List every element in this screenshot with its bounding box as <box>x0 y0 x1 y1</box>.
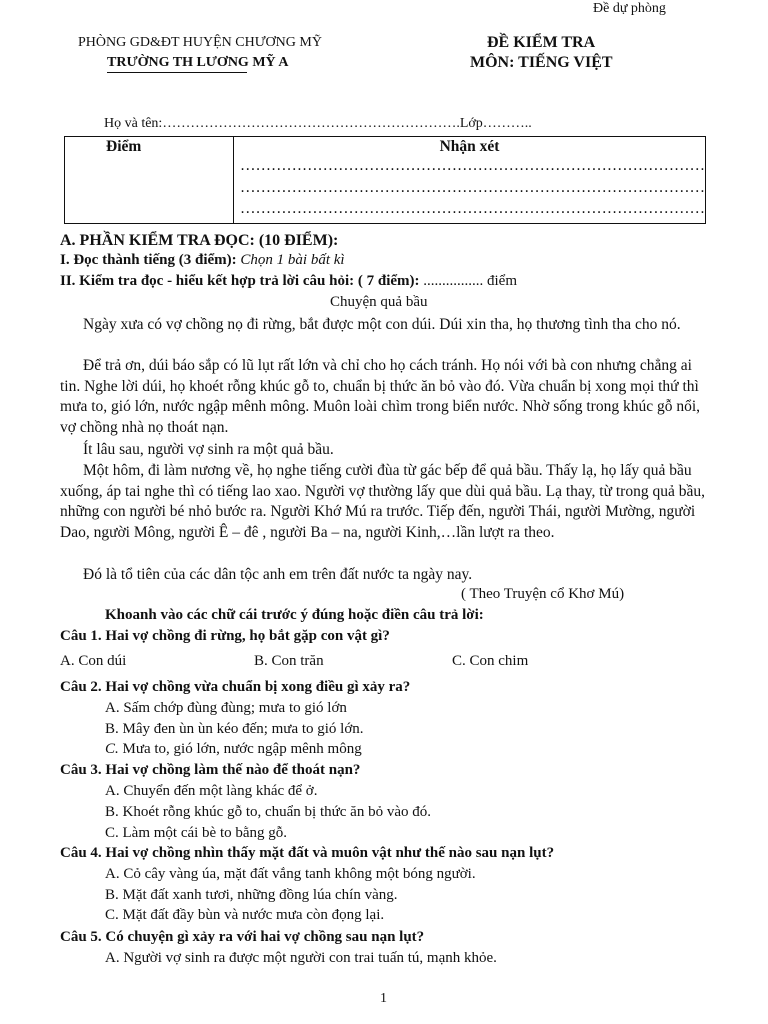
story-paragraph-1: Ngày xưa có vợ chồng nọ đi rừng, bắt được một con dúi. Dúi xin tha, họ thương tình tha cho nó. <box>83 316 681 333</box>
school-name: TRƯỜNG TH LƯƠNG MỸ A <box>107 55 289 70</box>
score-cell[interactable] <box>65 137 234 224</box>
part1-label: I. Đọc thành tiếng (3 điểm): <box>60 252 237 268</box>
q1-option-a[interactable]: A. Con dúi <box>60 653 127 669</box>
q2-option-c-letter: C. <box>105 741 119 757</box>
q4-option-c[interactable]: C. Mặt đất đầy bùn và nước mưa còn đọng lại. <box>105 907 385 923</box>
story-paragraph-3: Ít lâu sau, người vợ sinh ra một quả bầu. <box>83 441 334 458</box>
grade-table <box>64 136 706 224</box>
q2-option-b[interactable]: B. Mây đen ùn ùn kéo đến; mưa to gió lớn. <box>105 721 364 737</box>
q3-option-b[interactable]: B. Khoét rỗng khúc gỗ to, chuẩn bị thức ăn bỏ vào đó. <box>105 804 431 820</box>
page-number: 1 <box>380 991 387 1006</box>
comment-header: Nhận xét <box>439 138 500 155</box>
score-header: Điểm <box>106 138 142 155</box>
part2-line <box>60 273 517 290</box>
comment-line-2: ……………………………………………………………………………… <box>240 179 705 196</box>
q1-option-b[interactable]: B. Con trăn <box>254 653 324 669</box>
question-1-label: Câu 1. Hai vợ chồng đi rừng, họ bắt gặp con vật gì? <box>60 628 390 644</box>
question-4-label: Câu 4. Hai vợ chồng nhìn thấy mặt đất và muôn vật như thế nào sau nạn lụt? <box>60 845 555 861</box>
department-name: PHÒNG GD&ĐT HUYỆN CHƯƠNG MỸ <box>78 35 322 50</box>
instruction: Khoanh vào các chữ cái trước ý đúng hoặc điền câu trả lời: <box>105 607 484 623</box>
subject-title: MÔN: TIẾNG VIỆT <box>470 54 613 71</box>
q2-option-c[interactable] <box>105 741 362 758</box>
question-3-label: Câu 3. Hai vợ chồng làm thế nào để thoát nạn? <box>60 762 361 778</box>
part1-note: Chọn 1 bài bất kì <box>240 252 345 268</box>
story-paragraph-5: Đó là tổ tiên của các dân tộc anh em trên đất nước ta ngày nay. <box>83 566 473 583</box>
comment-line-1: ……………………………………………………………………………… <box>240 157 705 174</box>
part2-score: ................ điểm <box>423 273 518 289</box>
story-source: ( Theo Truyện cổ Khơ Mú) <box>461 586 625 602</box>
question-5-label: Câu 5. Có chuyện gì xảy ra với hai vợ chồng sau nạn lụt? <box>60 929 425 945</box>
comment-line-3: ……………………………………………………………………………… <box>240 200 705 217</box>
q3-option-a[interactable]: A. Chuyển đến một làng khác để ở. <box>105 783 318 799</box>
q4-option-a[interactable]: A. Cỏ cây vàng úa, mặt đất vắng tanh không một bóng người. <box>105 866 476 882</box>
q4-option-b[interactable]: B. Mặt đất xanh tươi, những đồng lúa chín vàng. <box>105 887 398 903</box>
q1-option-c[interactable]: C. Con chim <box>452 653 529 669</box>
section-a-title: A. PHẦN KIỂM TRA ĐỌC: (10 ĐIỂM): <box>60 232 339 249</box>
story-paragraph-4: Một hôm, đi làm nương về, họ nghe tiếng cười đùa từ gác bếp để quả bầu. Thấy lạ, họ lấy quả bầu xuống, áp tai nghe thì có tiếng lao xao. Người vợ thường lấy que dùi quả bầu. Lạ thay, từ trong quả bầu, những con người bé nhỏ bước ra. Người Khớ Mú ra trước. Tiếp đến, người Thái, người Mường, người Dao, người Mông, người Ê – đê , người Ba – na, người Kinh,…lần lượt ra theo. <box>60 462 705 541</box>
story-paragraph-2: Để trả ơn, dúi báo sắp có lũ lụt rất lớn và chỉ cho họ cách tránh. Họ nói với bà con nhưng chẳng ai tin. Nghe lời dúi, họ khoét rỗng khúc gỗ to, chuẩn bị thức ăn bỏ vào đó. Vừa chuẩn bị xong mọi thứ thì mưa to, gió lớn, nước ngập mênh mông. Muôn loài chìm trong biển nước. Nhờ sống trong khúc gỗ nổi, vợ chồng nhà nọ thoát nạn. <box>60 357 701 436</box>
question-2-label: Câu 2. Hai vợ chồng vừa chuẩn bị xong điều gì xảy ra? <box>60 679 411 695</box>
student-name-line: Họ và tên:……………………………………………………….Lớp……….. <box>104 116 532 131</box>
reserve-note: Đề dự phòng <box>593 1 666 16</box>
exam-title: ĐỀ KIỂM TRA <box>487 34 596 51</box>
part1-line <box>60 252 345 269</box>
q2-option-a[interactable]: A. Sấm chớp đùng đùng; mưa to gió lớn <box>105 700 347 716</box>
q5-option-a[interactable]: A. Người vợ sinh ra được một người con trai tuấn tú, mạnh khỏe. <box>105 950 497 966</box>
part2-label: II. Kiểm tra đọc - hiểu kết hợp trả lời câu hỏi: ( 7 điểm): <box>60 273 420 289</box>
story-title: Chuyện quả bầu <box>330 294 428 310</box>
q3-option-c[interactable]: C. Làm một cái bè to bằng gỗ. <box>105 825 288 841</box>
q2-option-c-text: Mưa to, gió lớn, nước ngập mênh mông <box>122 741 362 757</box>
school-underline <box>107 72 247 73</box>
comment-cell[interactable] <box>234 137 706 224</box>
